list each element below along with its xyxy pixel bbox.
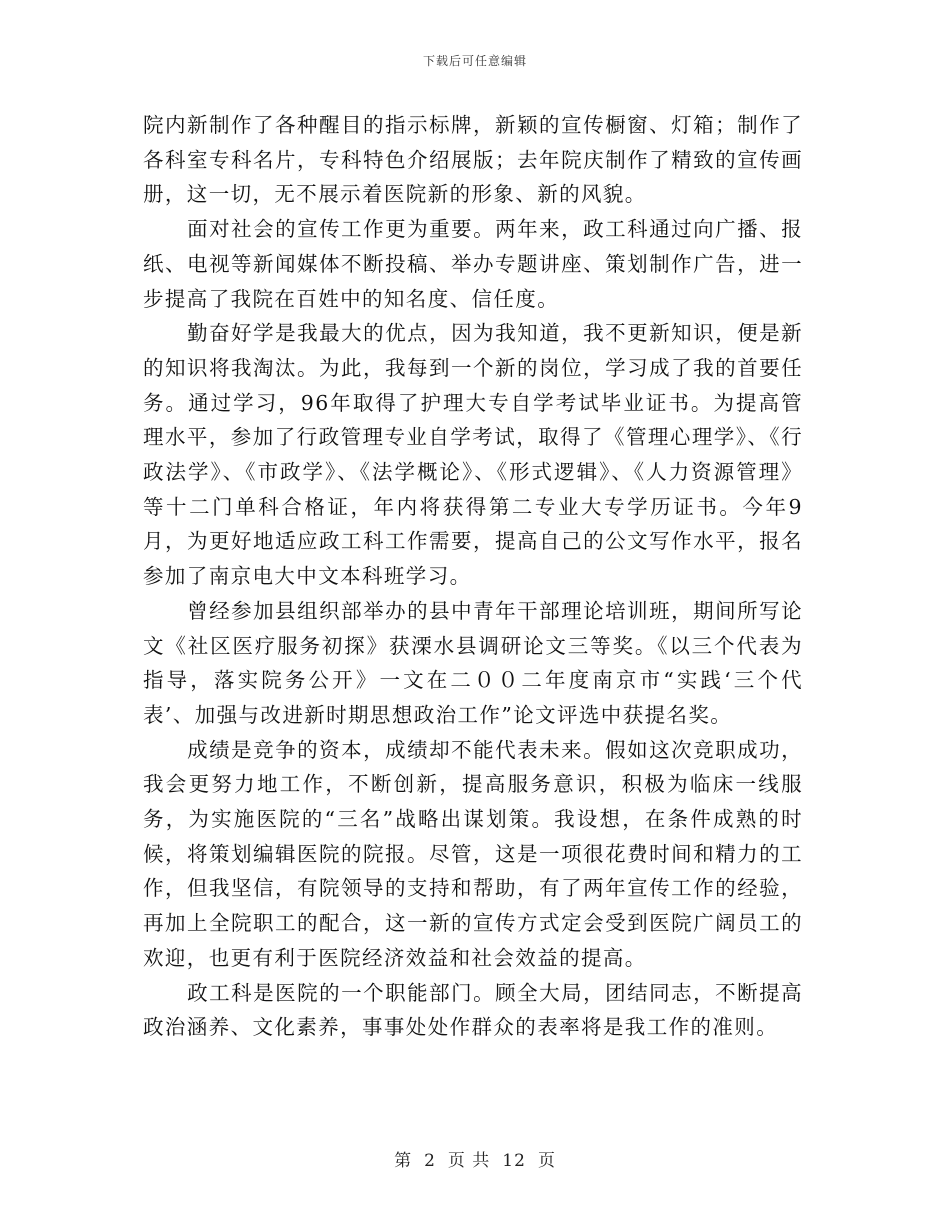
footer-prefix: 第 — [394, 1151, 413, 1171]
paragraph-media-publicity: 面对社会的宣传工作更为重要。两年来，政工科通过向广播、报纸、电视等新闻媒体不断投稿、举办专题讲座、策划制作广告，进一步提高了我院在百姓中的知名度、信任度。 — [143, 217, 803, 311]
paragraph-study: 勤奋好学是我最大的优点，因为我知道，我不更新知识，便是新的知识将我淘汰。为此，我每到一个新的岗位，学习成了我的首要任务。通过学习，96年取得了护理大专自学考试毕业证书。为提高管理水平，参加了行政管理专业自学考试，取得了《管理心理学》、《行政法学》、《市政学》、《法学概论》、《形式逻辑》、《人力资源管理》等十二门单科合格证，年内将获得第二专业大专学历证书。今年9月，为更好地适应政工科工作需要，提高自己的公文写作水平，报名参加了南京电大中文本科班学习。 — [143, 321, 803, 589]
paragraph-continuation: 院内新制作了各种醒目的指示标牌，新颖的宣传橱窗、灯箱；制作了各科室专科名片，专科特色介绍展版；去年院庆制作了精致的宣传画册，这一切，无不展示着医院新的形象、新的风貌。 — [143, 113, 803, 207]
paragraph-principles: 政工科是医院的一个职能部门。顾全大局，团结同志，不断提高政治涵养、文化素养，事事处处作群众的表率将是我工作的准则。 — [143, 980, 803, 1040]
paragraph-future-plans: 成绩是竞争的资本，成绩却不能代表未来。假如这次竞职成功，我会更努力地工作，不断创新，提高服务意识，积极为临床一线服务，为实施医院的“三名”战略出谋划策。我设想，在条件成熟的时候，将策划编辑医院的院报。尽管，这是一项很花费时间和精力的工作，但我坚信，有院领导的支持和帮助，有了两年宣传工作的经验，再加上全院职工的配合，这一新的宣传方式定会受到医院广阔员工的欢迎，也更有利于医院经济效益和社会效益的提高。 — [143, 737, 803, 970]
total-pages: 12 — [502, 1151, 526, 1171]
footer-middle: 页 共 — [447, 1151, 491, 1171]
paragraph-papers: 曾经参加县组织部举办的县中青年干部理论培训班，期间所写论文《社区医疗服务初探》获溧水县调研论文三等奖。《以三个代表为指导，落实院务公开》一文在二００二年度南京市“实践‘三个代表’、加强与改进新时期思想政治工作”论文评选中获提名奖。 — [143, 598, 803, 727]
page-header: 下载后可任意编辑 — [422, 54, 527, 68]
document-body — [143, 108, 803, 1045]
page-footer — [0, 1146, 950, 1171]
page-number: 2 — [424, 1151, 436, 1171]
footer-suffix: 页 — [537, 1151, 556, 1171]
